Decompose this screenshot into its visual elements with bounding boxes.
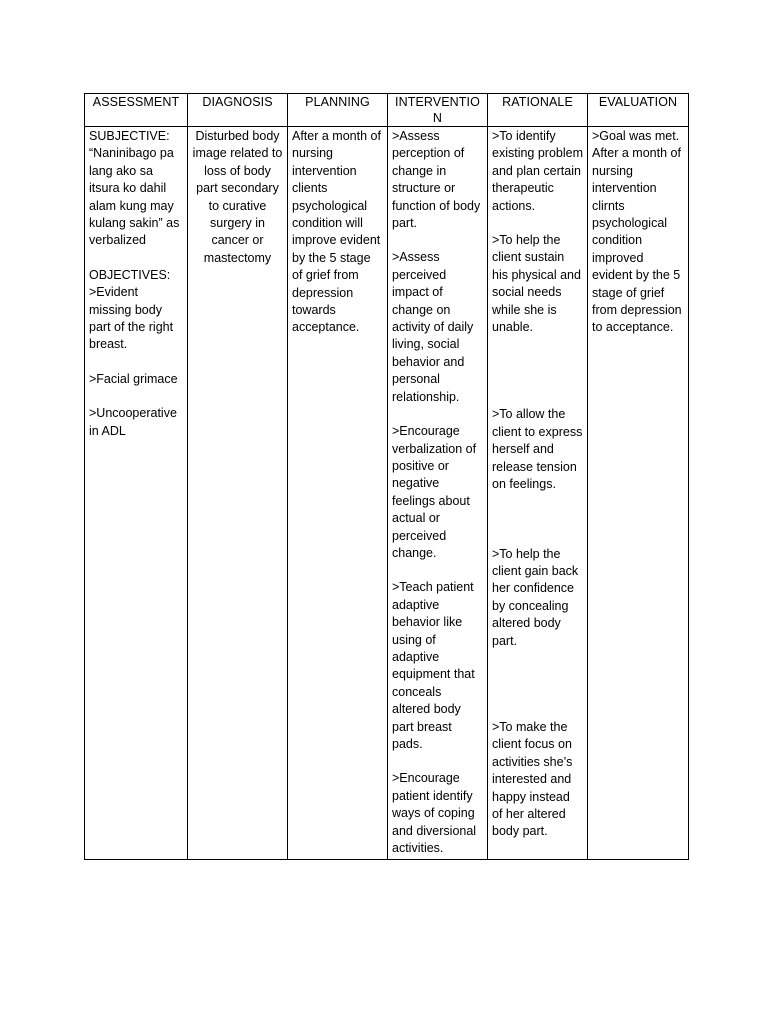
header-planning: PLANNING: [288, 94, 388, 127]
header-evaluation: EVALUATION: [588, 94, 689, 127]
header-diagnosis: DIAGNOSIS: [188, 94, 288, 127]
diagnosis-text: Disturbed body image related to loss of body part secondary to curative surgery in cancer or mastectomy: [192, 129, 283, 265]
objectives-label: OBJECTIVES:: [89, 267, 171, 282]
header-assessment: ASSESSMENT: [85, 94, 188, 127]
intervention-item: >Encourage patient identify ways of coping and diversional activities.: [392, 771, 477, 856]
nursing-care-plan-table: [84, 93, 689, 860]
planning-cell: [288, 127, 388, 860]
rationale-item: >To identify existing problem and plan certain therapeutic actions.: [492, 129, 584, 213]
diagnosis-cell: [188, 127, 288, 860]
objective-item: >Evident missing body part of the right breast.: [89, 285, 174, 352]
intervention-item: >Encourage verbalization of positive or negative feelings about actual or perceived change.: [392, 424, 477, 560]
assessment-cell: [85, 127, 188, 860]
rationale-item: >To allow the client to express herself and release tension on feelings.: [492, 407, 583, 492]
intervention-item: >Assess perception of change in structure or function of body part.: [392, 129, 481, 231]
objective-item: >Facial grimace: [89, 371, 178, 386]
subjective-label: SUBJECTIVE:: [89, 129, 170, 143]
intervention-item: >Assess perceived impact of change on activity of daily living, social behavior and personal relationship.: [392, 250, 474, 404]
evaluation-cell: [588, 127, 689, 860]
header-rationale: RATIONALE: [488, 94, 588, 127]
objective-item: >Uncooperative in ADL: [89, 406, 177, 438]
rationale-item: >To help the client gain back her confidence by concealing altered body part.: [492, 546, 579, 648]
table-row: [85, 127, 689, 860]
evaluation-text: >Goal was met. After a month of nursing intervention clirnts psychological condition improved evident by the 5 stage of grief from depression to acceptance.: [592, 129, 682, 335]
rationale-item: >To make the client focus on activities she’s interested and happy instead of her altered body part.: [492, 719, 573, 839]
table-header-row: [85, 94, 689, 127]
header-intervention: INTERVENTION: [388, 94, 488, 127]
subjective-text: “Naninibago pa lang ako sa itsura ko dahil alam kung may kulang sakin” as verbalized: [89, 146, 180, 248]
rationale-cell: [488, 127, 588, 860]
planning-text: After a month of nursing intervention clients psychological condition will improve evident by the 5 stage of grief from depression towards acceptance.: [292, 129, 381, 335]
rationale-item: >To help the client sustain his physical and social needs while she is unable.: [492, 233, 581, 335]
intervention-item: >Teach patient adaptive behavior like using of adaptive equipment that conceals altered body part breast pads.: [392, 580, 475, 751]
intervention-cell: [388, 127, 488, 860]
